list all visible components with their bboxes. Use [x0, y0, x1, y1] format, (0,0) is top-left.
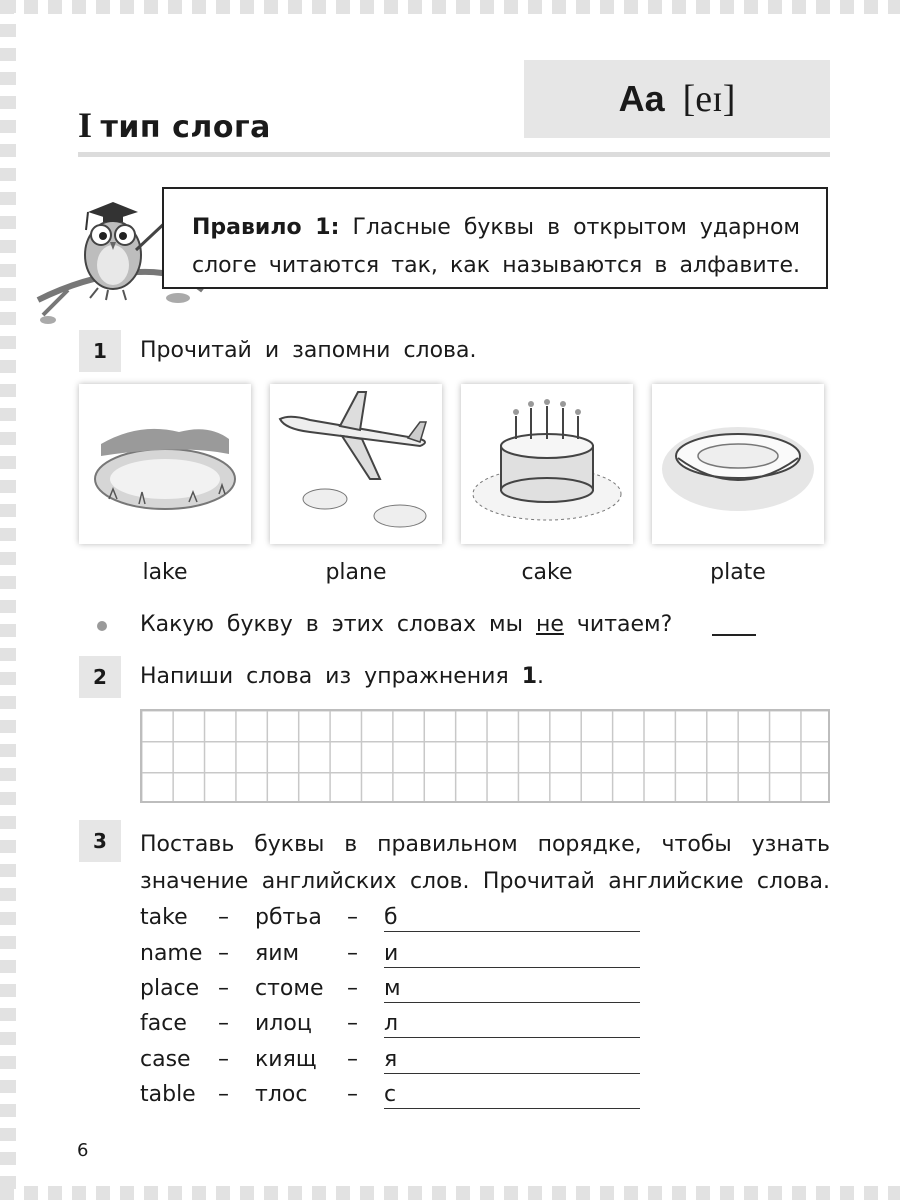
title-text: тип слога — [100, 110, 271, 145]
dash: – — [218, 1082, 229, 1107]
cake-picture — [461, 384, 633, 544]
exercise-2-text: Напиши слова из упражнения — [140, 664, 509, 689]
plane-picture — [270, 384, 442, 544]
writing-grid[interactable] — [140, 709, 830, 803]
answer-line[interactable]: л — [384, 1011, 640, 1038]
rule-text: Гласные буквы в открытом ударном слоге читаются так, как называются в алфавите. — [192, 215, 800, 278]
english-word: face — [140, 1011, 187, 1036]
exercise-2-end: . — [537, 664, 544, 689]
answer-line[interactable]: б — [384, 905, 640, 932]
dash: – — [347, 1011, 358, 1036]
page-edge-bottom — [0, 1186, 900, 1200]
plate-picture — [652, 384, 824, 544]
ipa-transcription: [eɪ] — [682, 78, 736, 120]
scrambled-word: тлос — [255, 1082, 308, 1107]
dash: – — [347, 976, 358, 1001]
english-word: take — [140, 905, 188, 930]
dash: – — [218, 905, 229, 930]
exercise-2-number: 2 — [79, 656, 121, 698]
exercise-1-instruction: Прочитай и запомни слова. — [140, 338, 477, 363]
answer-line[interactable]: м — [384, 976, 640, 1003]
answer-line[interactable]: я — [384, 1047, 640, 1074]
exercise-3-line1: Поставь буквы в правильном порядке, чтобы узнать — [140, 832, 830, 857]
title-roman: I — [78, 105, 93, 145]
page-edge-left — [0, 0, 16, 1200]
question-text — [140, 612, 672, 637]
english-word: name — [140, 941, 203, 966]
question-part1: Какую букву в этих словах мы — [140, 612, 523, 637]
answer-line[interactable]: с — [384, 1082, 640, 1109]
dash: – — [218, 941, 229, 966]
page-title — [78, 104, 271, 146]
dash: – — [347, 941, 358, 966]
answer-line[interactable]: и — [384, 941, 640, 968]
word-cake: cake — [521, 560, 573, 585]
scrambled-word: яим — [255, 941, 300, 966]
dash: – — [218, 1011, 229, 1036]
scrambled-word: киящ — [255, 1047, 317, 1072]
english-word: table — [140, 1082, 196, 1107]
letter-box — [524, 60, 830, 138]
exercise-2-instruction — [140, 664, 544, 689]
dash: – — [347, 1082, 358, 1107]
exercise-3-instruction — [140, 826, 830, 900]
lake-picture — [79, 384, 251, 544]
exercise-3-line2: значение английских слов. Прочитай английские слова. — [140, 869, 830, 894]
exercise-3-number: 3 — [79, 820, 121, 862]
dash: – — [218, 1047, 229, 1072]
letters: Aa — [618, 78, 665, 119]
rule-label: Правило 1: — [192, 215, 340, 240]
scrambled-word: рбтьа — [255, 905, 322, 930]
english-word: case — [140, 1047, 191, 1072]
answer-blank[interactable] — [712, 634, 756, 636]
page-number: 6 — [77, 1140, 89, 1161]
exercise-2-ref: 1 — [521, 664, 537, 689]
dash: – — [347, 905, 358, 930]
exercise-1-number: 1 — [79, 330, 121, 372]
scrambled-word: стоме — [255, 976, 324, 1001]
word-plate: plate — [710, 560, 766, 585]
question-ne: не — [535, 612, 564, 637]
rule-box — [162, 187, 828, 289]
dash: – — [218, 976, 229, 1001]
page-edge-top — [0, 0, 900, 14]
word-lake: lake — [142, 560, 188, 585]
english-word: place — [140, 976, 200, 1001]
word-plane: plane — [325, 560, 387, 585]
question-part2: читаем? — [576, 612, 673, 637]
bullet-dot — [97, 621, 107, 631]
title-divider — [78, 152, 830, 157]
dash: – — [347, 1047, 358, 1072]
scrambled-word: илоц — [255, 1011, 312, 1036]
